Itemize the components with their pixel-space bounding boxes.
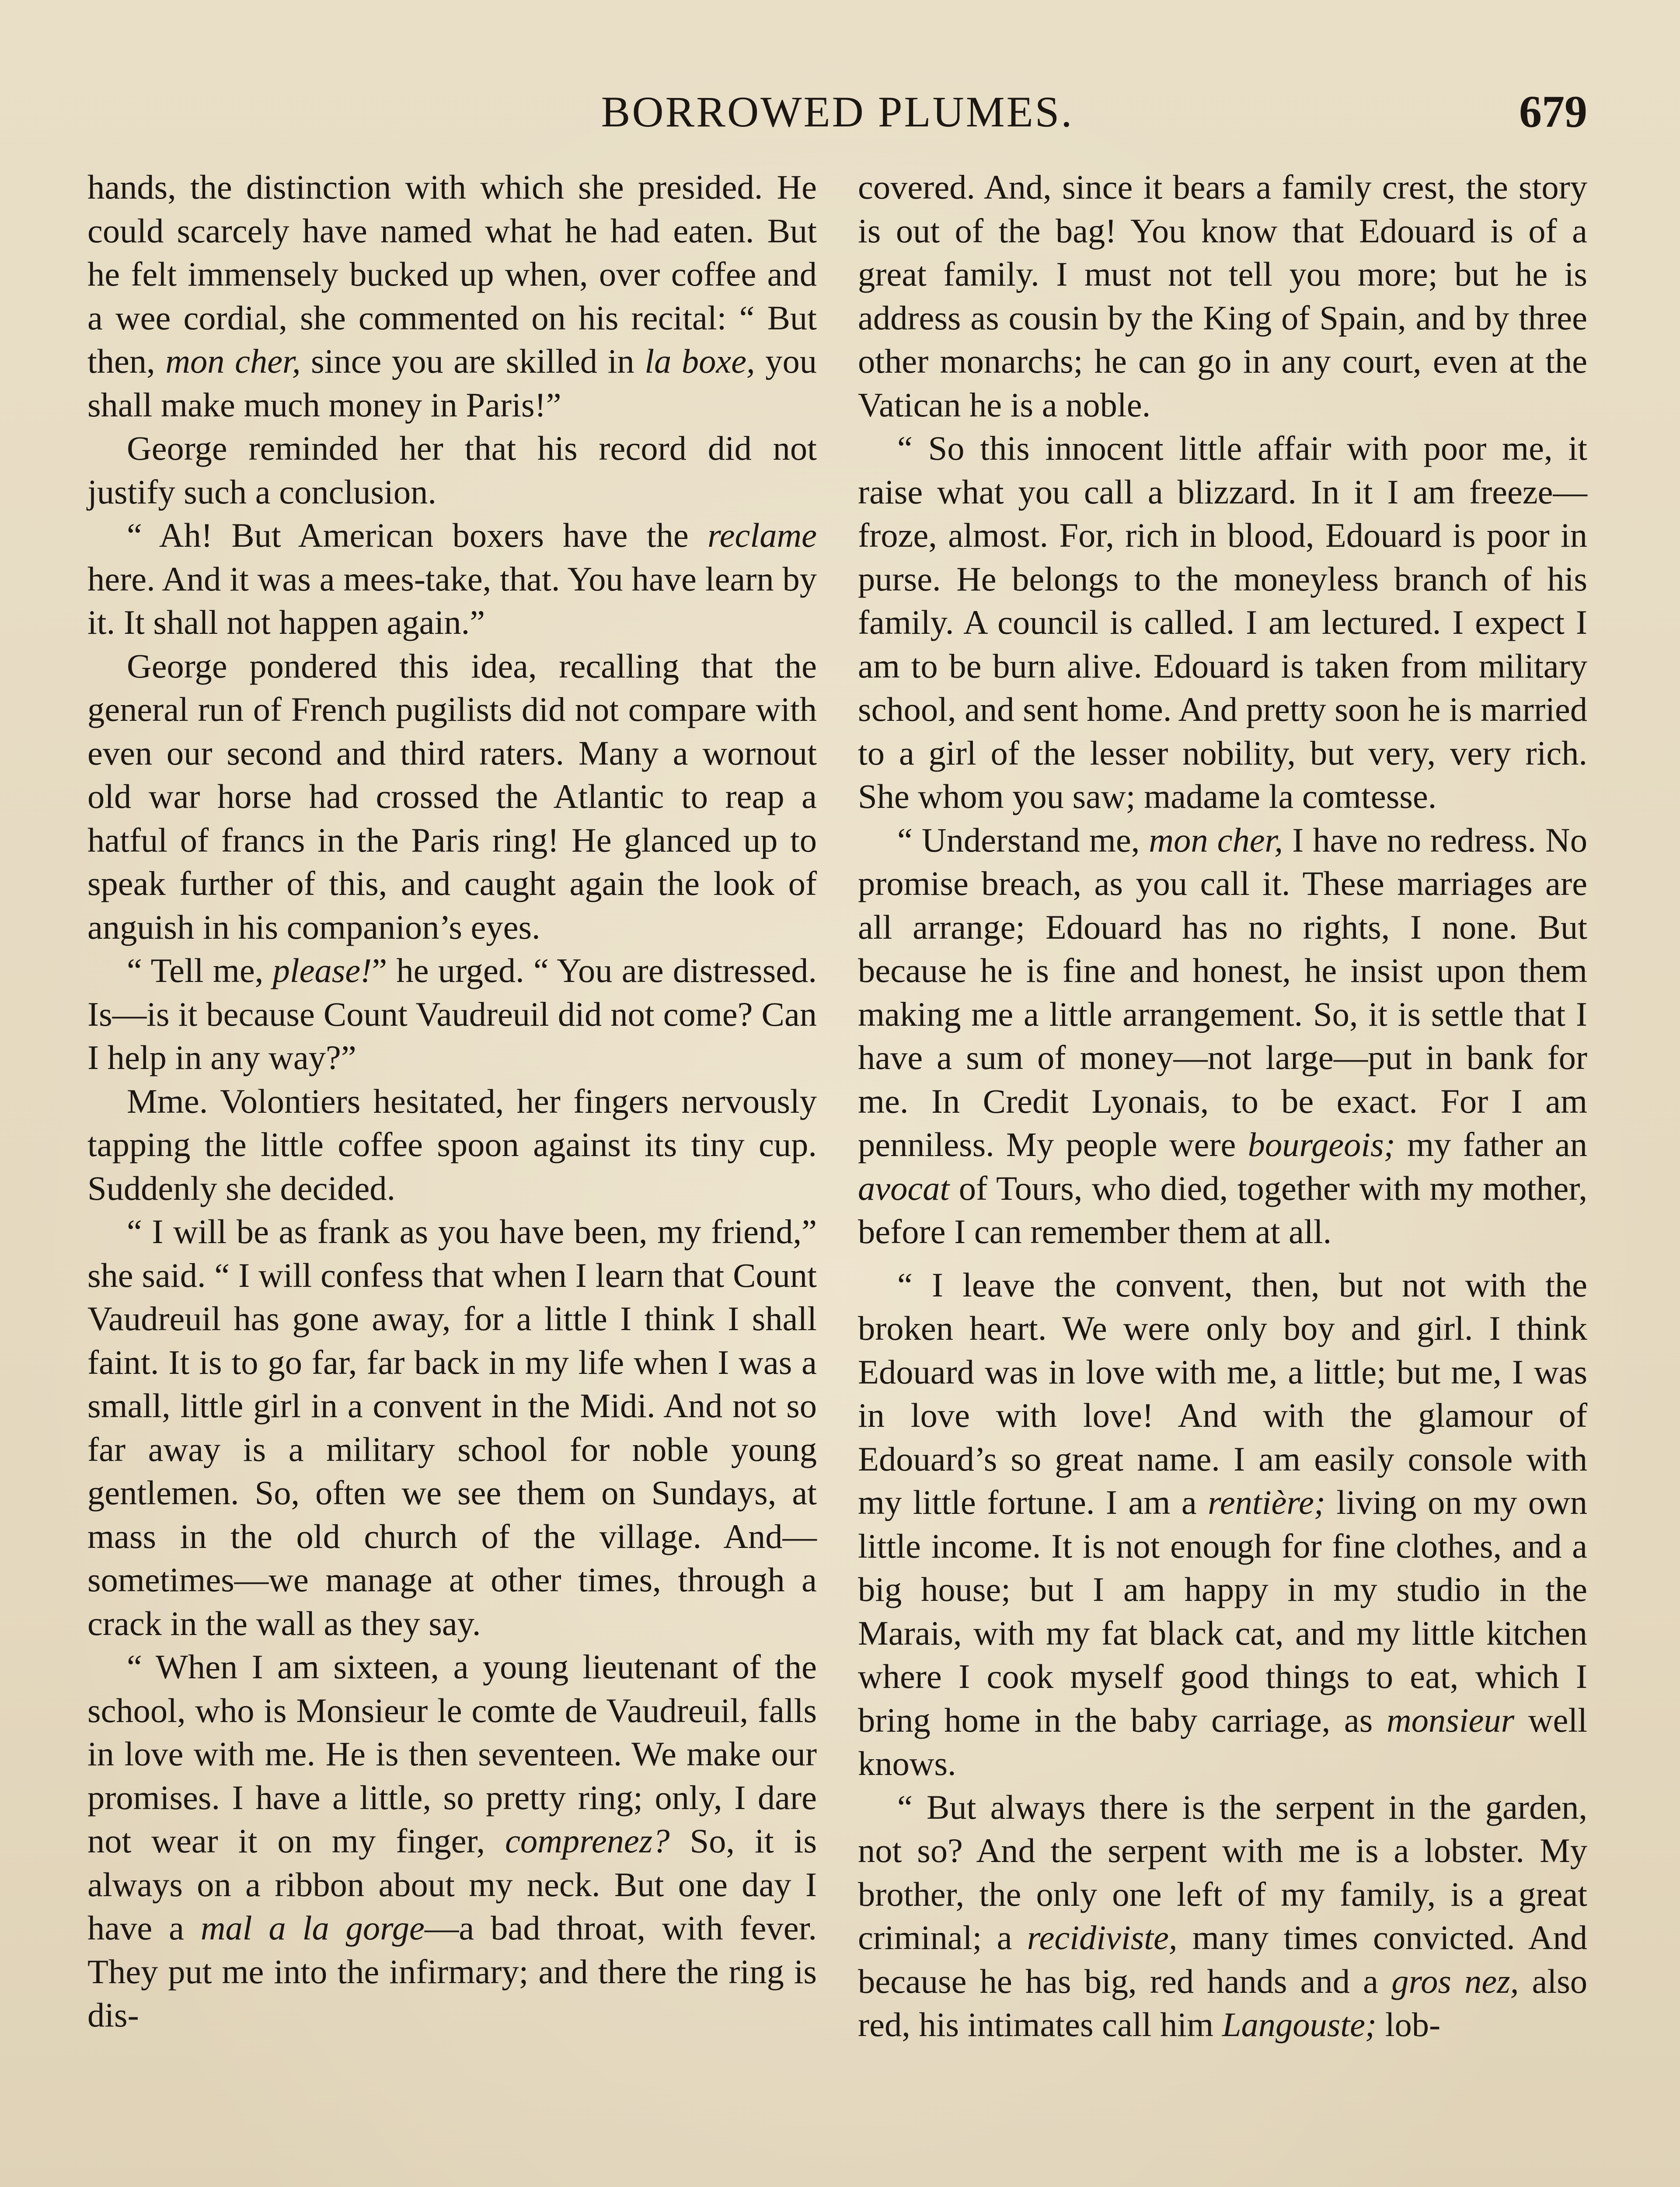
paragraph: “ Ah! But American boxers have the reclame here. And it was a mees-take, that. You have learn by it. It shall not happen again.” (87, 516, 817, 641)
right-text-column (858, 165, 1587, 2047)
paragraph: hands, the distinction with which she presided. He could scarcely have named what he had eaten. But he felt immensely bucked up when, over coffee and a wee cordial, she commented on his recital: “ But then, mon cher, since you are skilled in la boxe, you shall make much money in Paris!” (87, 168, 817, 424)
paragraph: “ But always there is the serpent in the garden, not so? And the serpent with me is a lobster. My brother, the only one left of my family, is a great criminal; a recidiviste, many times convicted. And because he has big, red hands and a gros nez, also red, his intimates call him Langouste; lob- (858, 1788, 1588, 2044)
paragraph: Mme. Volontiers hesitated, her fingers nervously tapping the little coffee spoon against its tiny cup. Suddenly she decided. (87, 1082, 817, 1207)
paragraph: “ I leave the convent, then, but not with the broken heart. We were only boy and girl. I think Edouard was in love with me, a little; but me, I was in love with love! And with the glamour of Edouard’s so great name. I am easily console with my little fortune. I am a rentière; living on my own little income. It is not enough for fine clothes, and a big house; but I am happy in my studio in the Marais, with my fat black cat, and my little kitchen where I cook myself good things to eat, which I bring home in the baby carriage, as monsieur well knows. (858, 1265, 1587, 1782)
paragraph: “ Tell me, please!” he urged. “ You are distressed. Is—is it because Count Vaudreuil did not come? Can I help in any way?” (87, 951, 817, 1076)
paragraph: “ When I am sixteen, a young lieutenant of the school, who is Monsieur le comte de Vaudreuil, falls in love with me. He is then seventeen. We make our promises. I have a little, so pretty ring; only, I dare not wear it on my finger, comprenez? So, it is always on a ribbon about my neck. But one day I have a mal a la gorge—a bad throat, with fever. They put me into the infirmary; and there the ring is dis- (87, 1648, 817, 2034)
paragraph: “ Understand me, mon cher, I have no redress. No promise breach, as you call it. These marriages are all arrange; Edouard has no rights, I none. But because he is fine and honest, he insist upon them making me a little arrangement. So, it is settle that I have a sum of money—not large—put in bank for me. In Credit Lyonais, to be exact. For I am penniless. My people were bourgeois; my father an avocat of Tours, who died, together with my mother, before I can remember them at all. (858, 821, 1587, 1251)
paragraph: George pondered this idea, recalling that the general run of French pugilists did not compare with even our second and third raters. Many a wornout old war horse had crossed the Atlantic to reap a hatful of francs in the Paris ring! He glanced up to speak further of this, and caught again the look of anguish in his companion’s eyes. (87, 646, 817, 946)
paragraph: “ So this innocent little affair with poor me, it raise what you call a blizzard. In it I am freeze—froze, almost. For, rich in blood, Edouard is poor in purse. He belongs to the moneyless branch of his family. A council is called. I am lectured. I expect I am to be burn alive. Edouard is taken from military school, and sent home. And pretty soon he is married to a girl of the lesser nobility, but very, very rich. She whom you saw; madame la comtesse. (858, 429, 1587, 815)
page-number: 679 (1519, 87, 1587, 137)
paragraph: covered. And, since it bears a family crest, the story is out of the bag! You know that Edouard is of a great family. I must not tell you more; but he is address as cousin by the King of Spain, and by three other monarchs; he can go in any court, even at the Vatican he is a noble. (858, 168, 1587, 424)
left-text-column (87, 165, 817, 2037)
paragraph: George reminded her that his record did not justify such a conclusion. (87, 429, 817, 511)
running-title: BORROWED PLUMES. (601, 87, 1074, 136)
page-header (87, 86, 1587, 138)
paragraph: “ I will be as frank as you have been, my friend,” she said. “ I will confess that when I learn that Count Vaudreuil has gone away, for a little I think I shall faint. It is to go far, far back in my life when I was a small, little girl in a convent in the Midi. And not so far away is a military school for noble young gentlemen. So, often we see them on Sundays, at mass in the old church of the village. And—sometimes—we manage at other times, through a crack in the wall as they say. (87, 1212, 817, 1642)
